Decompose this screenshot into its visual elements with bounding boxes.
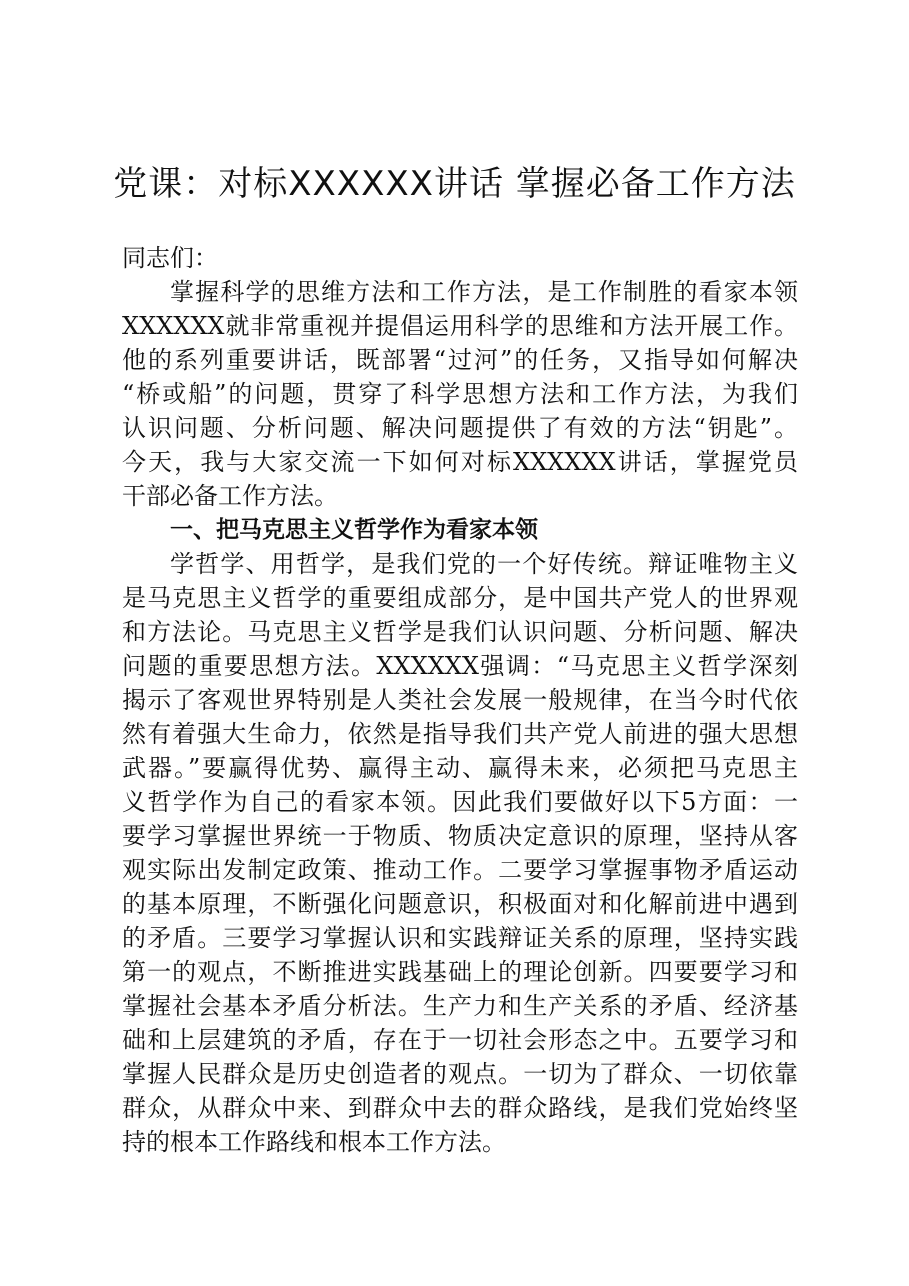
section-line: 问题的重要思想方法。XXXXXX强调：“马克思主义哲学深刻 [122,652,798,680]
intro-line: 他的系列重要讲话，既部署“过河”的任务，又指导如何解决 [122,346,798,374]
section-line: 的基本原理，不断强化问题意识，积极面对和化解前进中遇到 [122,890,798,918]
section-heading: 一、把马克思主义哲学作为看家本领 [170,517,538,543]
intro-line: XXXXXX就非常重视并提倡运用科学的思维和方法开展工作。 [122,312,798,340]
section-line: 和方法论。马克思主义哲学是我们认识问题、分析问题、解决 [122,618,798,646]
section-line: 持的根本工作路线和根本工作方法。 [122,1128,506,1156]
intro-line: 掌握科学的思维方法和工作方法，是工作制胜的看家本领 [170,278,798,306]
intro-line: 认识问题、分析问题、解决问题提供了有效的方法“钥匙”。 [122,414,798,442]
intro-line: “桥或船”的问题，贯穿了科学思想方法和工作方法，为我们 [122,380,798,408]
section-line: 观实际出发制定政策、推动工作。二要学习掌握事物矛盾运动 [122,856,798,884]
section-line: 掌握人民群众是历史创造者的观点。一切为了群众、一切依靠 [122,1060,798,1088]
section-line: 武器。”要赢得优势、赢得主动、赢得未来，必须把马克思主 [122,754,798,782]
section-line: 群众，从群众中来、到群众中去的群众路线，是我们党始终坚 [122,1094,798,1122]
section-line: 的矛盾。三要学习掌握认识和实践辩证关系的原理，坚持实践 [122,924,798,952]
section-paragraph [122,547,798,1159]
document-title: 党课：对标XXXXXX讲话 掌握必备工作方法 [113,164,796,204]
section-line: 要学习掌握世界统一于物质、物质决定意识的原理，坚持从客 [122,822,798,850]
intro-line: 今天，我与大家交流一下如何对标XXXXXX讲话，掌握党员 [122,448,798,476]
intro-line: 干部必备工作方法。 [122,482,338,510]
section-line: 掌握社会基本矛盾分析法。生产力和生产关系的矛盾、经济基 [122,992,798,1020]
document-body [122,241,798,1159]
section-line: 础和上层建筑的矛盾，存在于一切社会形态之中。五要学习和 [122,1026,798,1054]
section-line: 学哲学、用哲学，是我们党的一个好传统。辩证唯物主义 [170,550,798,578]
section-line: 是马克思主义哲学的重要组成部分，是中国共产党人的世界观 [122,584,798,612]
section-line: 义哲学作为自己的看家本领。因此我们要做好以下5方面：一 [122,788,798,816]
salutation: 同志们： [122,244,218,272]
intro-paragraph [122,275,798,513]
section-line: 第一的观点，不断推进实践基础上的理论创新。四要要学习和 [122,958,798,986]
section-line: 然有着强大生命力，依然是指导我们共产党人前进的强大思想 [122,720,798,748]
section-line: 揭示了客观世界特别是人类社会发展一般规律，在当今时代依 [122,686,798,714]
